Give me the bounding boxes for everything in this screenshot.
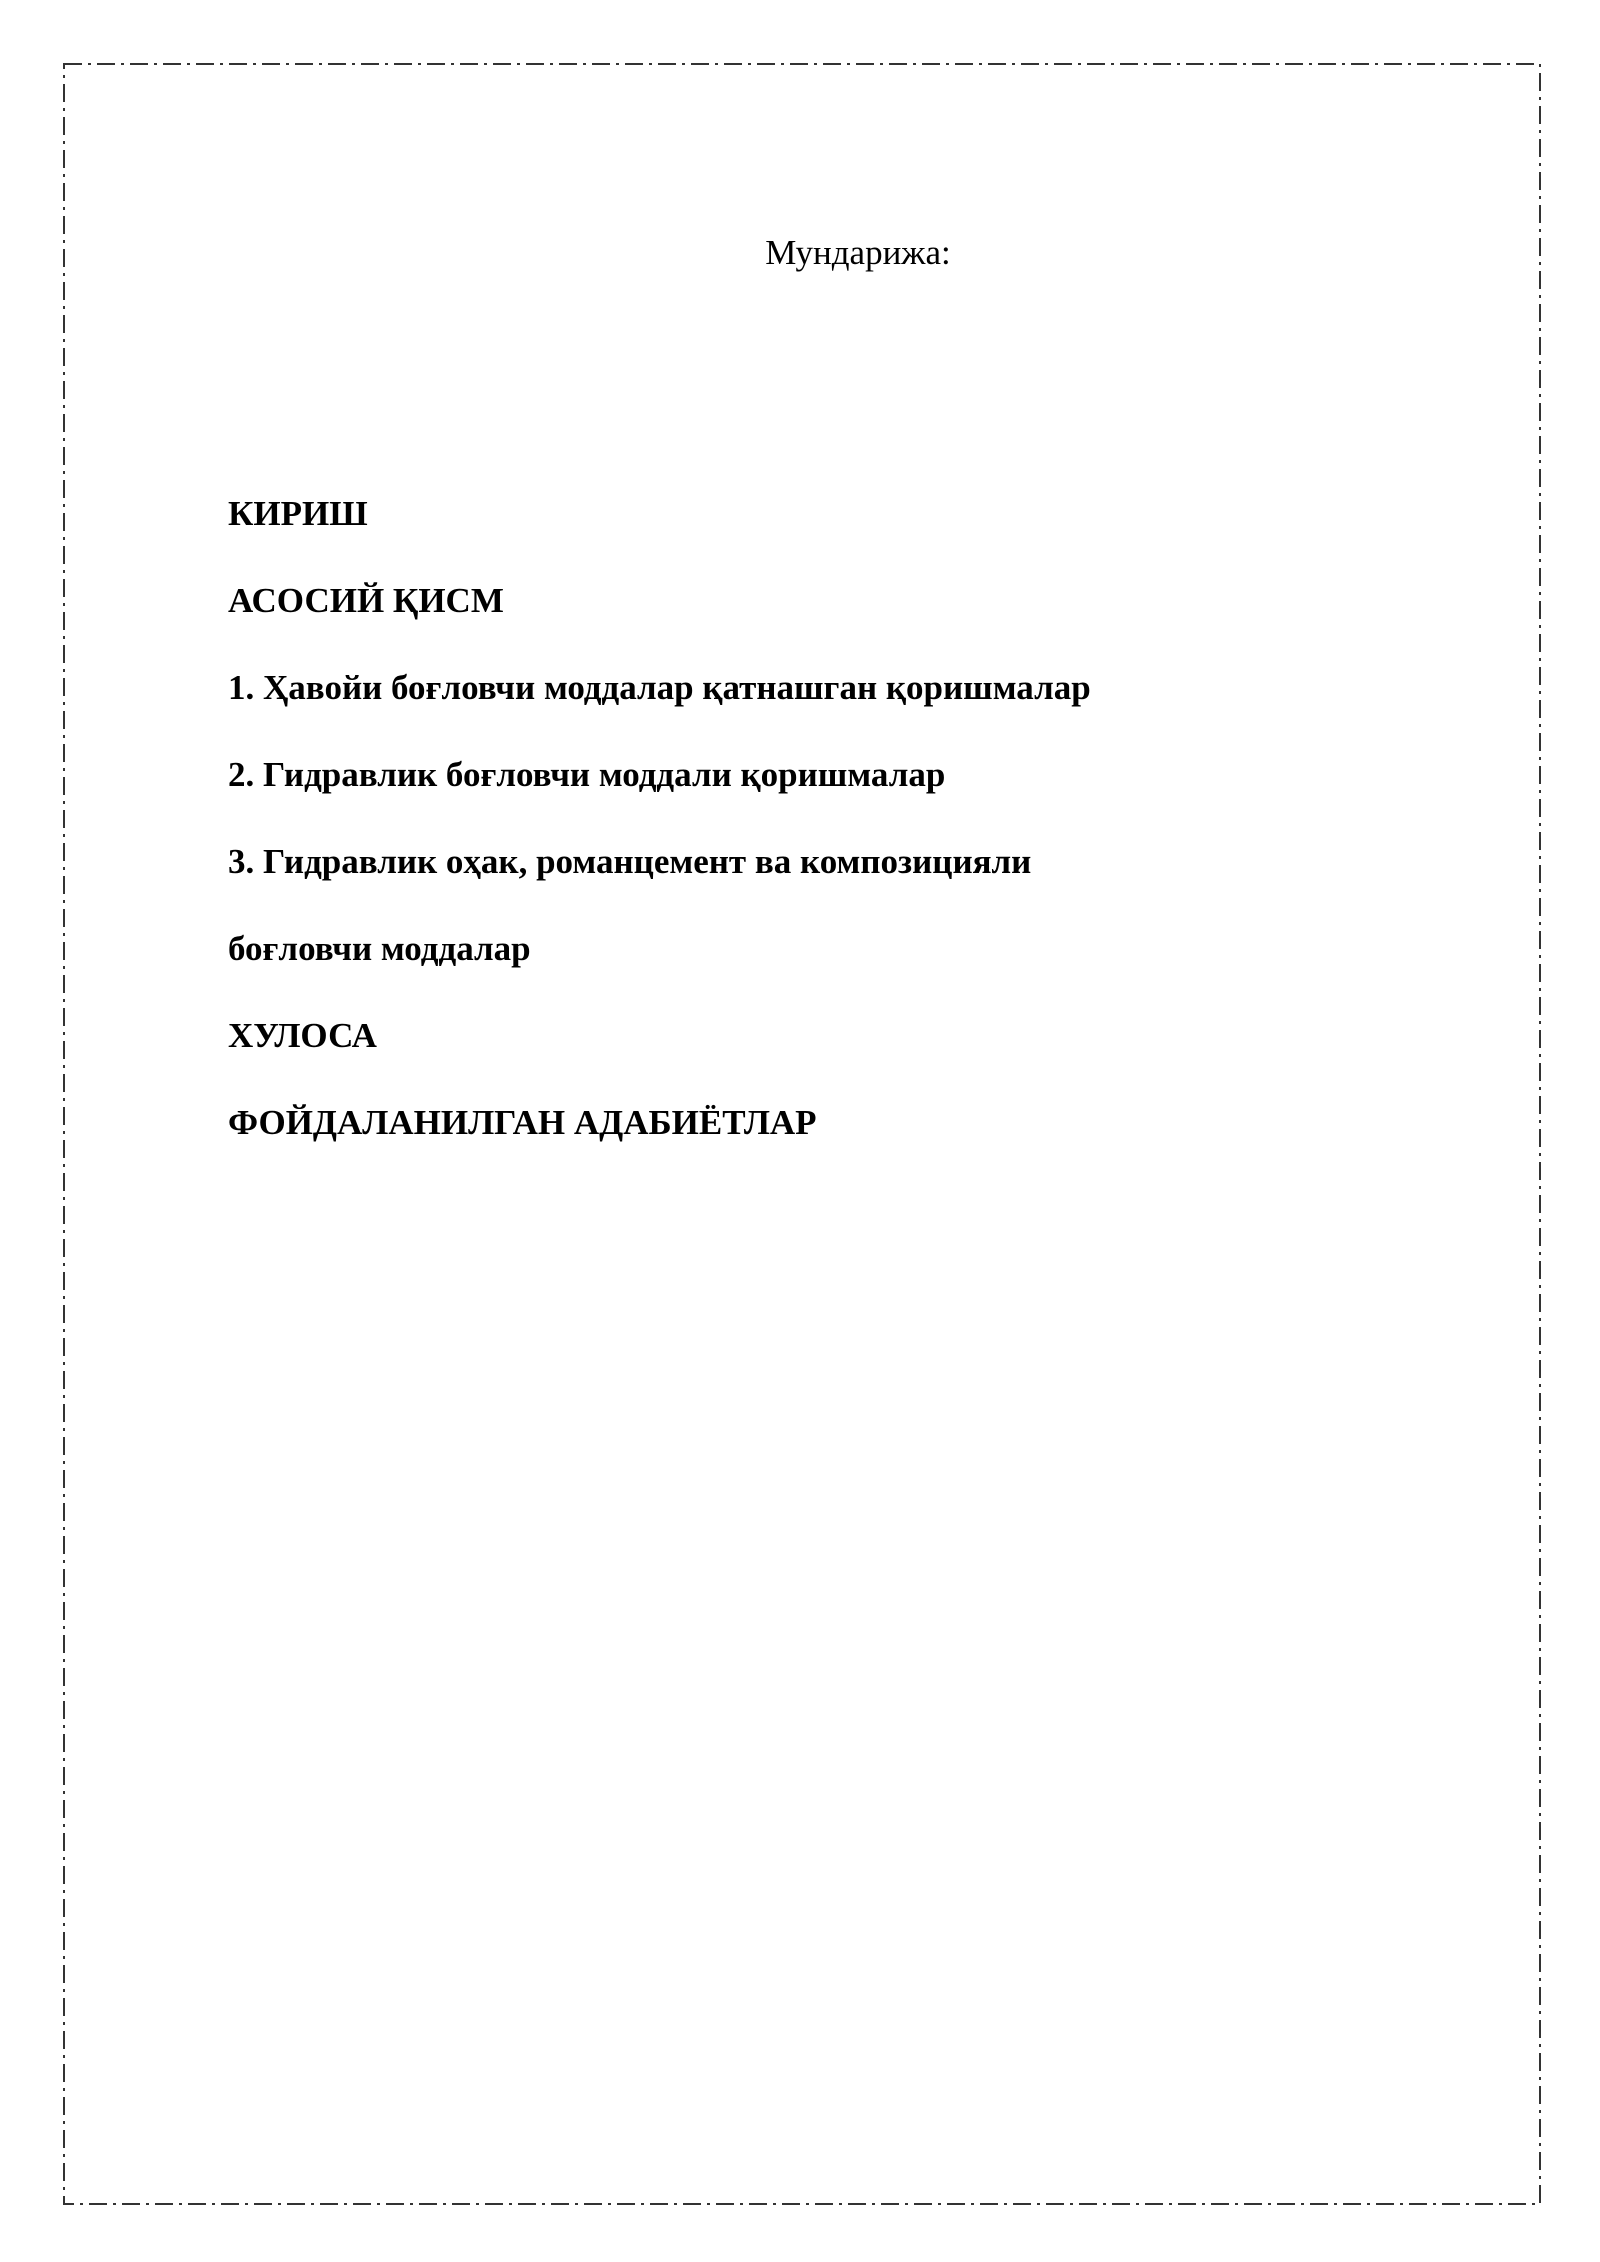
toc-item-section-3: 3. Гидравлик оҳак, романцемент ва композицияли [228, 842, 1032, 881]
toc-item-section-3-continued: боғловчи моддалар [228, 929, 531, 968]
table-of-contents [228, 492, 1091, 1188]
toc-item-introduction: КИРИШ [228, 494, 368, 533]
page-title: Мундарижа: [765, 233, 951, 272]
toc-item-section-1: 1. Ҳавойи боғловчи моддалар қатнашган қоришмалар [228, 668, 1091, 707]
toc-item-main-part: АСОСИЙ ҚИСМ [228, 581, 504, 620]
toc-item-conclusion: ХУЛОСА [228, 1016, 377, 1055]
toc-item-section-2: 2. Гидравлик боғловчи моддали қоришмалар [228, 755, 946, 794]
toc-item-references: ФОЙДАЛАНИЛГАН АДАБИЁТЛАР [228, 1103, 817, 1142]
